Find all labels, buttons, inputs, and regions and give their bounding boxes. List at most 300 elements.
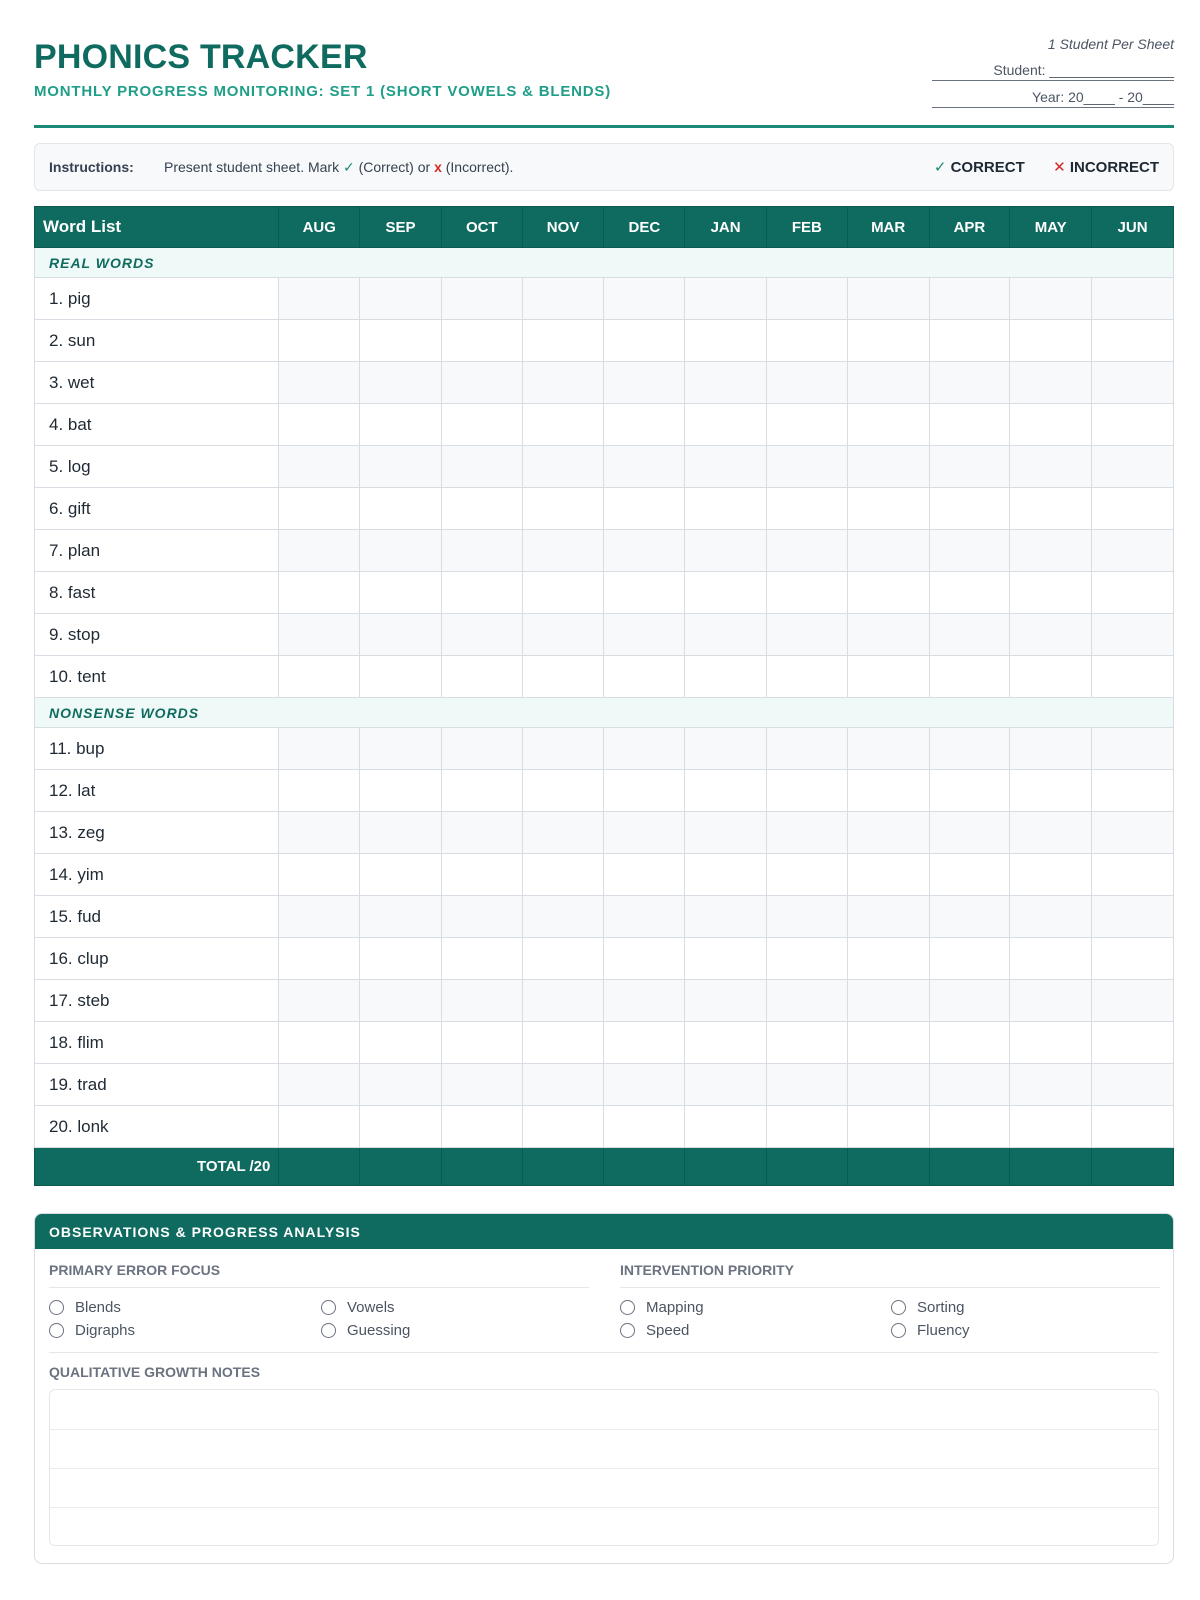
word-cell: 14. yim xyxy=(35,854,279,896)
mark-cell-apr[interactable] xyxy=(929,656,1010,698)
mark-cell-sep[interactable] xyxy=(360,488,442,530)
total-cell-jan[interactable] xyxy=(685,1148,767,1186)
mark-cell-dec[interactable] xyxy=(604,362,685,404)
radio-icon[interactable] xyxy=(620,1323,635,1338)
mark-cell-aug[interactable] xyxy=(279,728,360,770)
mark-cell-mar[interactable] xyxy=(847,614,929,656)
header xyxy=(34,0,1174,128)
radio-icon[interactable] xyxy=(891,1300,906,1315)
mark-cell-oct[interactable] xyxy=(441,1022,522,1064)
mark-cell-feb[interactable] xyxy=(767,1106,848,1148)
mark-cell-aug[interactable] xyxy=(279,362,360,404)
mark-cell-dec[interactable] xyxy=(604,572,685,614)
observations-panel xyxy=(34,1213,1174,1564)
mark-cell-oct[interactable] xyxy=(441,488,522,530)
mark-cell-dec[interactable] xyxy=(604,812,685,854)
mark-cell-dec[interactable] xyxy=(604,938,685,980)
student-field[interactable]: Student: ________________ xyxy=(932,54,1174,81)
mark-cell-apr[interactable] xyxy=(929,1022,1010,1064)
mark-cell-jun[interactable] xyxy=(1092,614,1174,656)
table-header-row xyxy=(35,207,1174,248)
mark-cell-nov[interactable] xyxy=(522,572,604,614)
option-fluency[interactable] xyxy=(891,1319,970,1341)
option-blends[interactable] xyxy=(49,1296,121,1318)
mark-cell-aug[interactable] xyxy=(279,1064,360,1106)
mark-cell-mar[interactable] xyxy=(847,896,929,938)
check-icon: ✓ xyxy=(342,159,355,175)
word-cell: 5. log xyxy=(35,446,279,488)
word-list-header: Word List xyxy=(35,207,279,248)
mark-cell-mar[interactable] xyxy=(847,488,929,530)
mark-cell-feb[interactable] xyxy=(767,320,848,362)
mark-cell-may[interactable] xyxy=(1010,980,1092,1022)
tracker-sheet xyxy=(34,0,1174,1380)
mark-cell-sep[interactable] xyxy=(360,530,442,572)
mark-cell-dec[interactable] xyxy=(604,1064,685,1106)
mark-cell-jun[interactable] xyxy=(1092,362,1174,404)
mark-cell-jan[interactable] xyxy=(685,404,767,446)
mark-cell-jun[interactable] xyxy=(1092,938,1174,980)
mark-cell-feb[interactable] xyxy=(767,770,848,812)
option-guessing[interactable] xyxy=(321,1319,410,1341)
mark-cell-mar[interactable] xyxy=(847,1064,929,1106)
mark-cell-sep[interactable] xyxy=(360,1022,442,1064)
mark-cell-nov[interactable] xyxy=(522,728,604,770)
mark-cell-dec[interactable] xyxy=(604,854,685,896)
mark-cell-oct[interactable] xyxy=(441,656,522,698)
mark-cell-jun[interactable] xyxy=(1092,656,1174,698)
option-digraphs[interactable] xyxy=(49,1319,135,1341)
table-row xyxy=(35,530,1174,572)
mark-cell-sep[interactable] xyxy=(360,728,442,770)
mark-cell-dec[interactable] xyxy=(604,488,685,530)
total-cell-feb[interactable] xyxy=(767,1148,848,1186)
total-cell-apr[interactable] xyxy=(929,1148,1010,1186)
mark-cell-dec[interactable] xyxy=(604,530,685,572)
mark-cell-apr[interactable] xyxy=(929,614,1010,656)
mark-cell-nov[interactable] xyxy=(522,854,604,896)
mark-cell-mar[interactable] xyxy=(847,320,929,362)
mark-cell-mar[interactable] xyxy=(847,938,929,980)
option-label: Guessing xyxy=(347,1321,411,1339)
mark-cell-aug[interactable] xyxy=(279,488,360,530)
mark-cell-jun[interactable] xyxy=(1092,1106,1174,1148)
mark-cell-oct[interactable] xyxy=(441,1064,522,1106)
mark-cell-jun[interactable] xyxy=(1092,530,1174,572)
radio-icon[interactable] xyxy=(620,1300,635,1315)
mark-cell-apr[interactable] xyxy=(929,1064,1010,1106)
mark-cell-feb[interactable] xyxy=(767,1064,848,1106)
mark-cell-may[interactable] xyxy=(1010,572,1092,614)
mark-cell-mar[interactable] xyxy=(847,854,929,896)
mark-cell-nov[interactable] xyxy=(522,812,604,854)
total-row xyxy=(35,1148,1174,1186)
mark-cell-oct[interactable] xyxy=(441,980,522,1022)
table-row xyxy=(35,854,1174,896)
option-label: Sorting xyxy=(917,1298,965,1316)
mark-cell-jan[interactable] xyxy=(685,980,767,1022)
mark-cell-nov[interactable] xyxy=(522,404,604,446)
mark-cell-jun[interactable] xyxy=(1092,728,1174,770)
mark-cell-dec[interactable] xyxy=(604,770,685,812)
mark-cell-aug[interactable] xyxy=(279,320,360,362)
mark-cell-nov[interactable] xyxy=(522,1022,604,1064)
mark-cell-dec[interactable] xyxy=(604,278,685,320)
mark-cell-sep[interactable] xyxy=(360,980,442,1022)
mark-cell-apr[interactable] xyxy=(929,1106,1010,1148)
mark-cell-sep[interactable] xyxy=(360,614,442,656)
mark-cell-jan[interactable] xyxy=(685,278,767,320)
mark-cell-aug[interactable] xyxy=(279,530,360,572)
mark-cell-oct[interactable] xyxy=(441,1106,522,1148)
mark-cell-dec[interactable] xyxy=(604,320,685,362)
instructions-bar xyxy=(34,143,1174,191)
mark-cell-dec[interactable] xyxy=(604,614,685,656)
mark-cell-jun[interactable] xyxy=(1092,896,1174,938)
mark-cell-feb[interactable] xyxy=(767,854,848,896)
mark-cell-mar[interactable] xyxy=(847,278,929,320)
mark-cell-jan[interactable] xyxy=(685,896,767,938)
mark-cell-jan[interactable] xyxy=(685,938,767,980)
table-row xyxy=(35,488,1174,530)
mark-cell-feb[interactable] xyxy=(767,728,848,770)
mark-cell-feb[interactable] xyxy=(767,362,848,404)
word-cell: 19. trad xyxy=(35,1064,279,1106)
student-meta xyxy=(932,36,1174,108)
total-cell-nov[interactable] xyxy=(522,1148,604,1186)
mark-cell-jun[interactable] xyxy=(1092,404,1174,446)
mark-cell-may[interactable] xyxy=(1010,404,1092,446)
option-vowels[interactable] xyxy=(321,1296,395,1318)
mark-cell-apr[interactable] xyxy=(929,362,1010,404)
divider xyxy=(49,1352,1159,1353)
mark-cell-dec[interactable] xyxy=(604,446,685,488)
mark-cell-dec[interactable] xyxy=(604,1022,685,1064)
instructions-label: Instructions: xyxy=(49,159,134,175)
total-cell-aug[interactable] xyxy=(279,1148,360,1186)
mark-cell-feb[interactable] xyxy=(767,896,848,938)
mark-cell-mar[interactable] xyxy=(847,446,929,488)
mark-cell-oct[interactable] xyxy=(441,896,522,938)
mark-cell-jun[interactable] xyxy=(1092,278,1174,320)
mark-cell-aug[interactable] xyxy=(279,1022,360,1064)
mark-cell-feb[interactable] xyxy=(767,404,848,446)
mark-cell-jun[interactable] xyxy=(1092,854,1174,896)
radio-icon[interactable] xyxy=(321,1300,336,1315)
mark-cell-jan[interactable] xyxy=(685,362,767,404)
table-row xyxy=(35,1106,1174,1148)
table-row xyxy=(35,938,1174,980)
mark-cell-mar[interactable] xyxy=(847,1106,929,1148)
mark-cell-aug[interactable] xyxy=(279,404,360,446)
mark-cell-apr[interactable] xyxy=(929,812,1010,854)
option-sorting[interactable] xyxy=(891,1296,965,1318)
mark-cell-sep[interactable] xyxy=(360,1106,442,1148)
mark-cell-apr[interactable] xyxy=(929,446,1010,488)
mark-cell-nov[interactable] xyxy=(522,488,604,530)
mark-cell-mar[interactable] xyxy=(847,812,929,854)
mark-cell-apr[interactable] xyxy=(929,728,1010,770)
table-row xyxy=(35,614,1174,656)
mark-cell-oct[interactable] xyxy=(441,362,522,404)
option-mapping[interactable] xyxy=(620,1296,704,1318)
error-focus-group xyxy=(49,1262,589,1352)
mark-cell-feb[interactable] xyxy=(767,530,848,572)
radio-icon[interactable] xyxy=(321,1323,336,1338)
year-field[interactable]: Year: 20____ - 20____ xyxy=(932,81,1174,108)
mark-cell-may[interactable] xyxy=(1010,854,1092,896)
mark-cell-oct[interactable] xyxy=(441,770,522,812)
mark-cell-sep[interactable] xyxy=(360,362,442,404)
mark-cell-mar[interactable] xyxy=(847,728,929,770)
table-row xyxy=(35,404,1174,446)
mark-cell-may[interactable] xyxy=(1010,530,1092,572)
total-cell-may[interactable] xyxy=(1010,1148,1092,1186)
mark-cell-jan[interactable] xyxy=(685,488,767,530)
mark-cell-jan[interactable] xyxy=(685,530,767,572)
mark-cell-apr[interactable] xyxy=(929,854,1010,896)
mark-cell-may[interactable] xyxy=(1010,938,1092,980)
mark-cell-nov[interactable] xyxy=(522,614,604,656)
mark-cell-may[interactable] xyxy=(1010,446,1092,488)
mark-cell-feb[interactable] xyxy=(767,812,848,854)
mark-cell-may[interactable] xyxy=(1010,1064,1092,1106)
table-row xyxy=(35,362,1174,404)
mark-cell-aug[interactable] xyxy=(279,572,360,614)
section-label: NONSENSE WORDS xyxy=(35,698,1174,728)
mark-cell-apr[interactable] xyxy=(929,488,1010,530)
mark-cell-oct[interactable] xyxy=(441,812,522,854)
notes-area[interactable] xyxy=(49,1389,1159,1546)
total-cell-sep[interactable] xyxy=(360,1148,442,1186)
mark-cell-feb[interactable] xyxy=(767,446,848,488)
mark-cell-apr[interactable] xyxy=(929,278,1010,320)
mark-cell-jan[interactable] xyxy=(685,614,767,656)
mark-cell-mar[interactable] xyxy=(847,362,929,404)
month-header-jun: JUN xyxy=(1092,207,1174,248)
mark-cell-sep[interactable] xyxy=(360,812,442,854)
mark-cell-sep[interactable] xyxy=(360,656,442,698)
word-cell: 7. plan xyxy=(35,530,279,572)
mark-cell-dec[interactable] xyxy=(604,1106,685,1148)
table-row xyxy=(35,896,1174,938)
mark-cell-jun[interactable] xyxy=(1092,980,1174,1022)
mark-cell-sep[interactable] xyxy=(360,1064,442,1106)
mark-cell-nov[interactable] xyxy=(522,530,604,572)
mark-cell-jun[interactable] xyxy=(1092,320,1174,362)
mark-cell-sep[interactable] xyxy=(360,404,442,446)
mark-cell-jan[interactable] xyxy=(685,320,767,362)
mark-cell-oct[interactable] xyxy=(441,404,522,446)
mark-cell-nov[interactable] xyxy=(522,980,604,1022)
mark-cell-feb[interactable] xyxy=(767,980,848,1022)
mark-cell-jan[interactable] xyxy=(685,1106,767,1148)
notes-line xyxy=(50,1429,1158,1430)
mark-cell-feb[interactable] xyxy=(767,488,848,530)
mark-cell-may[interactable] xyxy=(1010,656,1092,698)
mark-cell-apr[interactable] xyxy=(929,896,1010,938)
mark-cell-aug[interactable] xyxy=(279,770,360,812)
table-row xyxy=(35,656,1174,698)
mark-cell-feb[interactable] xyxy=(767,656,848,698)
mark-cell-aug[interactable] xyxy=(279,1106,360,1148)
mark-cell-jun[interactable] xyxy=(1092,572,1174,614)
mark-cell-may[interactable] xyxy=(1010,1022,1092,1064)
mark-cell-dec[interactable] xyxy=(604,728,685,770)
mark-cell-apr[interactable] xyxy=(929,530,1010,572)
mark-cell-apr[interactable] xyxy=(929,770,1010,812)
mark-cell-mar[interactable] xyxy=(847,770,929,812)
mark-cell-apr[interactable] xyxy=(929,938,1010,980)
mark-cell-aug[interactable] xyxy=(279,446,360,488)
mark-cell-dec[interactable] xyxy=(604,980,685,1022)
mark-cell-dec[interactable] xyxy=(604,896,685,938)
mark-cell-oct[interactable] xyxy=(441,530,522,572)
mark-cell-may[interactable] xyxy=(1010,614,1092,656)
mark-cell-may[interactable] xyxy=(1010,812,1092,854)
page-subtitle: MONTHLY PROGRESS MONITORING: SET 1 (SHORT VOWELS & BLENDS) xyxy=(34,83,611,100)
mark-cell-aug[interactable] xyxy=(279,812,360,854)
total-cell-mar[interactable] xyxy=(847,1148,929,1186)
mark-cell-sep[interactable] xyxy=(360,572,442,614)
radio-icon[interactable] xyxy=(49,1323,64,1338)
mark-cell-sep[interactable] xyxy=(360,446,442,488)
mark-cell-mar[interactable] xyxy=(847,530,929,572)
mark-cell-jan[interactable] xyxy=(685,854,767,896)
mark-cell-sep[interactable] xyxy=(360,938,442,980)
mark-cell-dec[interactable] xyxy=(604,404,685,446)
legend-x-icon: ✕ xyxy=(1053,159,1066,176)
total-cell-oct[interactable] xyxy=(441,1148,522,1186)
radio-icon[interactable] xyxy=(49,1300,64,1315)
mark-cell-may[interactable] xyxy=(1010,320,1092,362)
mark-cell-oct[interactable] xyxy=(441,320,522,362)
mark-cell-aug[interactable] xyxy=(279,278,360,320)
mark-cell-sep[interactable] xyxy=(360,854,442,896)
mark-cell-mar[interactable] xyxy=(847,980,929,1022)
mark-cell-jan[interactable] xyxy=(685,728,767,770)
table-row xyxy=(35,320,1174,362)
mark-cell-nov[interactable] xyxy=(522,656,604,698)
mark-cell-may[interactable] xyxy=(1010,770,1092,812)
mark-cell-oct[interactable] xyxy=(441,572,522,614)
mark-cell-jan[interactable] xyxy=(685,1064,767,1106)
mark-cell-aug[interactable] xyxy=(279,896,360,938)
mark-cell-may[interactable] xyxy=(1010,488,1092,530)
mark-cell-jun[interactable] xyxy=(1092,812,1174,854)
total-cell-dec[interactable] xyxy=(604,1148,685,1186)
mark-cell-sep[interactable] xyxy=(360,320,442,362)
mark-cell-aug[interactable] xyxy=(279,614,360,656)
month-header-nov: NOV xyxy=(522,207,604,248)
mark-cell-sep[interactable] xyxy=(360,278,442,320)
mark-cell-feb[interactable] xyxy=(767,278,848,320)
mark-cell-may[interactable] xyxy=(1010,728,1092,770)
mark-cell-may[interactable] xyxy=(1010,896,1092,938)
mark-cell-jun[interactable] xyxy=(1092,446,1174,488)
mark-cell-jan[interactable] xyxy=(685,812,767,854)
mark-cell-apr[interactable] xyxy=(929,980,1010,1022)
mark-cell-oct[interactable] xyxy=(441,854,522,896)
mark-cell-nov[interactable] xyxy=(522,278,604,320)
table-row xyxy=(35,770,1174,812)
mark-cell-oct[interactable] xyxy=(441,938,522,980)
mark-cell-oct[interactable] xyxy=(441,446,522,488)
mark-cell-jan[interactable] xyxy=(685,770,767,812)
mark-cell-nov[interactable] xyxy=(522,938,604,980)
mark-cell-nov[interactable] xyxy=(522,1106,604,1148)
mark-cell-sep[interactable] xyxy=(360,896,442,938)
legend xyxy=(934,158,1159,176)
mark-cell-jan[interactable] xyxy=(685,1022,767,1064)
mark-cell-oct[interactable] xyxy=(441,278,522,320)
x-icon: x xyxy=(434,159,442,175)
section-row xyxy=(35,698,1174,728)
mark-cell-may[interactable] xyxy=(1010,1106,1092,1148)
month-header-jan: JAN xyxy=(685,207,767,248)
month-header-apr: APR xyxy=(929,207,1010,248)
mark-cell-feb[interactable] xyxy=(767,938,848,980)
mark-cell-mar[interactable] xyxy=(847,404,929,446)
mark-cell-feb[interactable] xyxy=(767,572,848,614)
mark-cell-nov[interactable] xyxy=(522,896,604,938)
mark-cell-nov[interactable] xyxy=(522,320,604,362)
radio-icon[interactable] xyxy=(891,1323,906,1338)
mark-cell-jan[interactable] xyxy=(685,446,767,488)
mark-cell-jan[interactable] xyxy=(685,572,767,614)
mark-cell-feb[interactable] xyxy=(767,614,848,656)
instructions-text-middle: (Correct) or xyxy=(358,159,431,175)
mark-cell-oct[interactable] xyxy=(441,728,522,770)
mark-cell-sep[interactable] xyxy=(360,770,442,812)
page-title: PHONICS TRACKER xyxy=(34,38,368,76)
mark-cell-nov[interactable] xyxy=(522,770,604,812)
mark-cell-apr[interactable] xyxy=(929,572,1010,614)
mark-cell-may[interactable] xyxy=(1010,278,1092,320)
mark-cell-jun[interactable] xyxy=(1092,488,1174,530)
word-cell: 18. flim xyxy=(35,1022,279,1064)
mark-cell-jun[interactable] xyxy=(1092,1064,1174,1106)
mark-cell-mar[interactable] xyxy=(847,1022,929,1064)
mark-cell-apr[interactable] xyxy=(929,320,1010,362)
table-row xyxy=(35,1022,1174,1064)
mark-cell-mar[interactable] xyxy=(847,572,929,614)
option-speed[interactable] xyxy=(620,1319,689,1341)
word-cell: 6. gift xyxy=(35,488,279,530)
mark-cell-may[interactable] xyxy=(1010,362,1092,404)
mark-cell-jun[interactable] xyxy=(1092,1022,1174,1064)
mark-cell-nov[interactable] xyxy=(522,362,604,404)
mark-cell-jan[interactable] xyxy=(685,656,767,698)
section-row xyxy=(35,248,1174,278)
total-cell-jun[interactable] xyxy=(1092,1148,1174,1186)
mark-cell-aug[interactable] xyxy=(279,854,360,896)
mark-cell-jun[interactable] xyxy=(1092,770,1174,812)
mark-cell-aug[interactable] xyxy=(279,656,360,698)
tracking-table xyxy=(34,206,1174,1186)
mark-cell-dec[interactable] xyxy=(604,656,685,698)
mark-cell-mar[interactable] xyxy=(847,656,929,698)
mark-cell-feb[interactable] xyxy=(767,1022,848,1064)
mark-cell-nov[interactable] xyxy=(522,446,604,488)
table-row xyxy=(35,572,1174,614)
mark-cell-nov[interactable] xyxy=(522,1064,604,1106)
word-cell: 11. bup xyxy=(35,728,279,770)
mark-cell-oct[interactable] xyxy=(441,614,522,656)
mark-cell-apr[interactable] xyxy=(929,404,1010,446)
mark-cell-aug[interactable] xyxy=(279,980,360,1022)
mark-cell-aug[interactable] xyxy=(279,938,360,980)
